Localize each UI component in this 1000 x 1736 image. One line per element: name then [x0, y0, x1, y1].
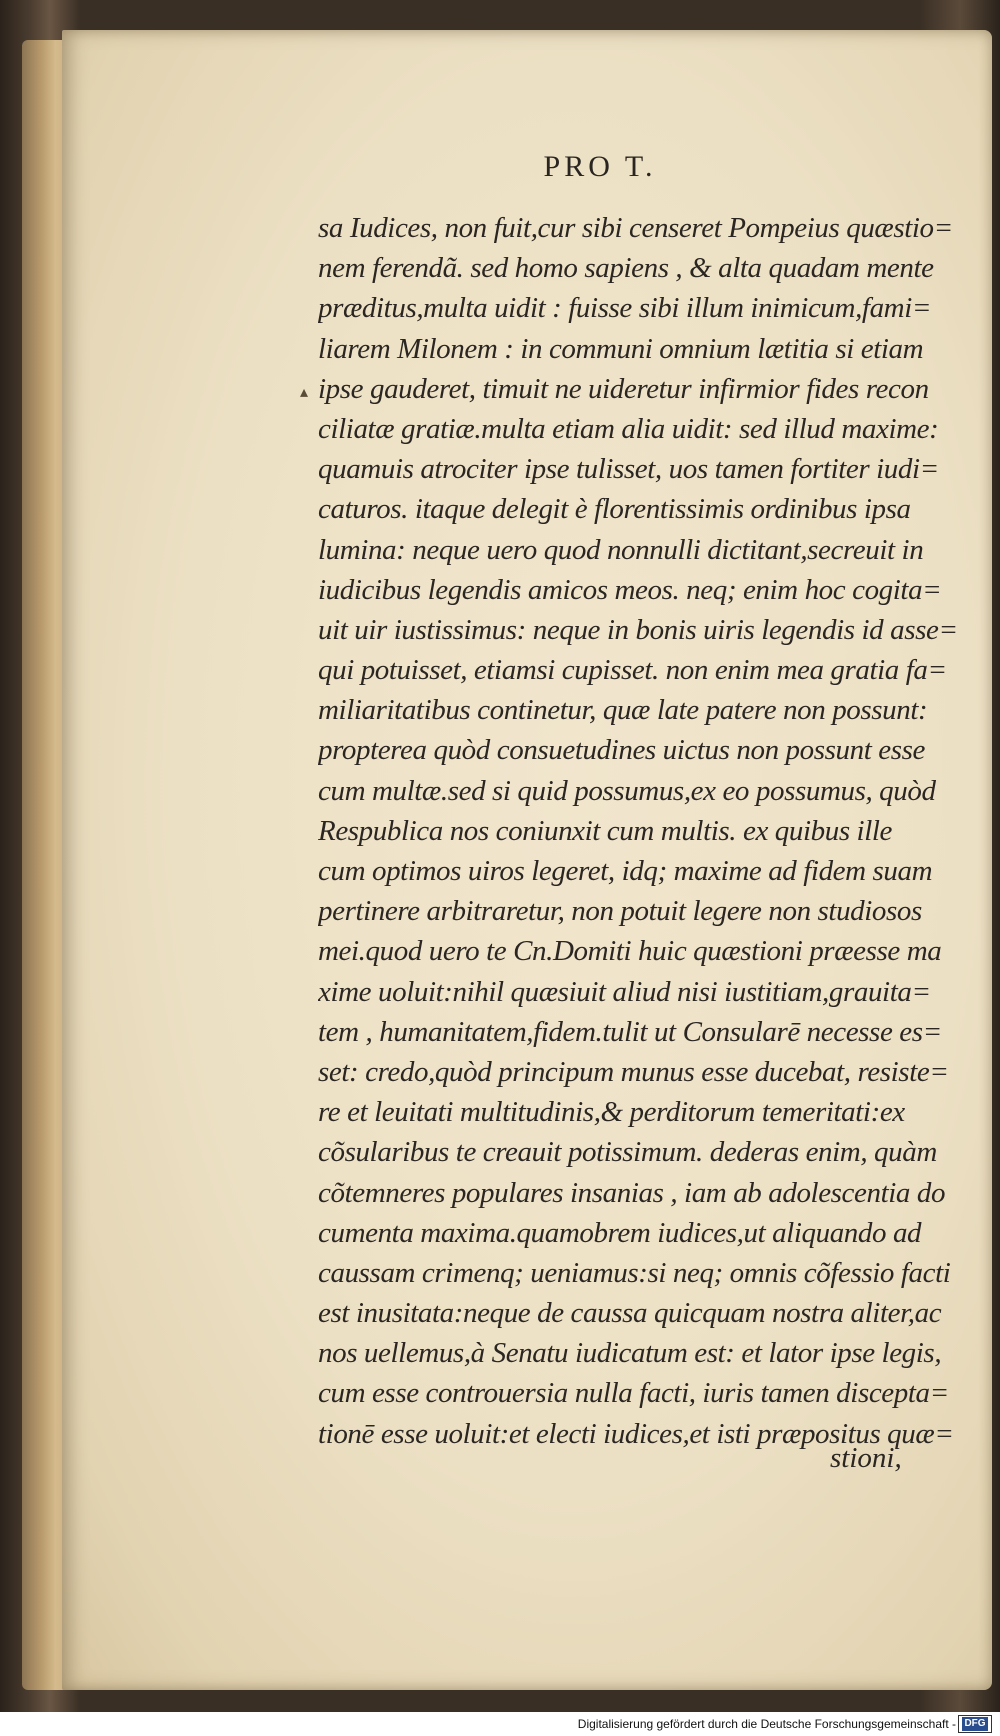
- text-line: liarem Milonem : in communi omnium lætitia si etiam: [318, 332, 924, 365]
- text-line: cõtemneres populares insanias , iam ab adolescentia do: [318, 1176, 946, 1209]
- text-line: nem ferendã. sed homo sapiens , & alta quadam mente: [318, 252, 934, 285]
- text-line: est inusitata:neque de caussa quicquam nostra aliter,ac: [318, 1297, 942, 1330]
- text-line: propterea quòd consuetudines uictus non possunt esse: [318, 734, 925, 767]
- dfg-logo: [958, 1715, 992, 1733]
- text-line: qui potuisset, etiamsi cupisset. non enim mea gratia fa=: [318, 654, 947, 687]
- text-line: cum multæ.sed si quid possumus,ex eo possumus, quòd: [318, 774, 936, 807]
- text-line: præditus,multa uidit : fuisse sibi illum inimicum,fami=: [318, 292, 932, 325]
- text-line: mei.quod uero te Cn.Domiti huic quæstioni præesse ma: [318, 935, 942, 968]
- text-line: xime uoluit:nihil quæsiuit aliud nisi iustitiam,grauita=: [318, 975, 931, 1008]
- text-line: caussam crimenq; ueniamus:si neq; omnis cõfessio facti: [318, 1256, 951, 1289]
- text-line: iudicibus legendis amicos meos. neq; enim hoc cogita=: [318, 573, 942, 606]
- text-line: Respublica nos coniunxit cum multis. ex quibus ille: [318, 814, 893, 847]
- footer-credit: Digitalisierung gefördert durch die Deutsche Forschungsgemeinschaft -: [577, 1717, 956, 1731]
- text-line: cum esse controuersia nulla facti, iuris tamen discepta=: [318, 1377, 949, 1410]
- text-line: miliaritatibus continetur, quæ late patere non possunt:: [318, 694, 928, 727]
- running-title: PRO T.: [543, 150, 657, 183]
- dfg-logo-text: DFG: [964, 1718, 986, 1729]
- text-line: tionē esse uoluit:et electi iudices,et isti præpositus quæ=: [318, 1417, 954, 1450]
- margin-mark: ▴: [300, 384, 309, 401]
- text-line: ipse gauderet, timuit ne uideretur infirmior fides recon: [318, 372, 929, 405]
- text-line: cõsularibus te creauit potissimum. dederas enim, quàm: [318, 1136, 937, 1169]
- text-line: ciliatæ gratiæ.multa etiam alia uidit: sed illud maxime:: [318, 412, 939, 445]
- catchword: stioni,: [830, 1442, 902, 1474]
- text-line: pertinere arbitraretur, non potuit legere non studiosos: [318, 895, 922, 928]
- text-line: quamuis atrociter ipse tulisset, uos tamen fortiter iudi=: [318, 453, 939, 486]
- text-line: lumina: neque uero quod nonnulli dictitant,secreuit in: [318, 533, 924, 566]
- text-line: re et leuitati multitudinis,& perditorum temeritati:ex: [318, 1096, 905, 1129]
- text-line: sa Iudices, non fuit,cur sibi censeret Pompeius quæstio=: [318, 212, 953, 244]
- body-text: [318, 208, 958, 1454]
- text-line: cum optimos uiros legeret, idq; maxime ad fidem suam: [318, 855, 933, 887]
- text-line: nos uellemus,à Senatu iudicatum est: et lator ipse legis,: [318, 1337, 942, 1370]
- text-line: set: credo,quòd principum munus esse ducebat, resiste=: [318, 1055, 949, 1088]
- text-line: caturos. itaque delegit è florentissimis ordinibus ipsa: [318, 493, 911, 526]
- text-line: tem , humanitatem,fidem.tulit ut Consularē necesse es=: [318, 1015, 942, 1048]
- text-line: cumenta maxima.quamobrem iudices,ut aliquando ad: [318, 1216, 922, 1249]
- text-line: uit uir iustissimus: neque in bonis uiris legendis id asse=: [318, 613, 958, 646]
